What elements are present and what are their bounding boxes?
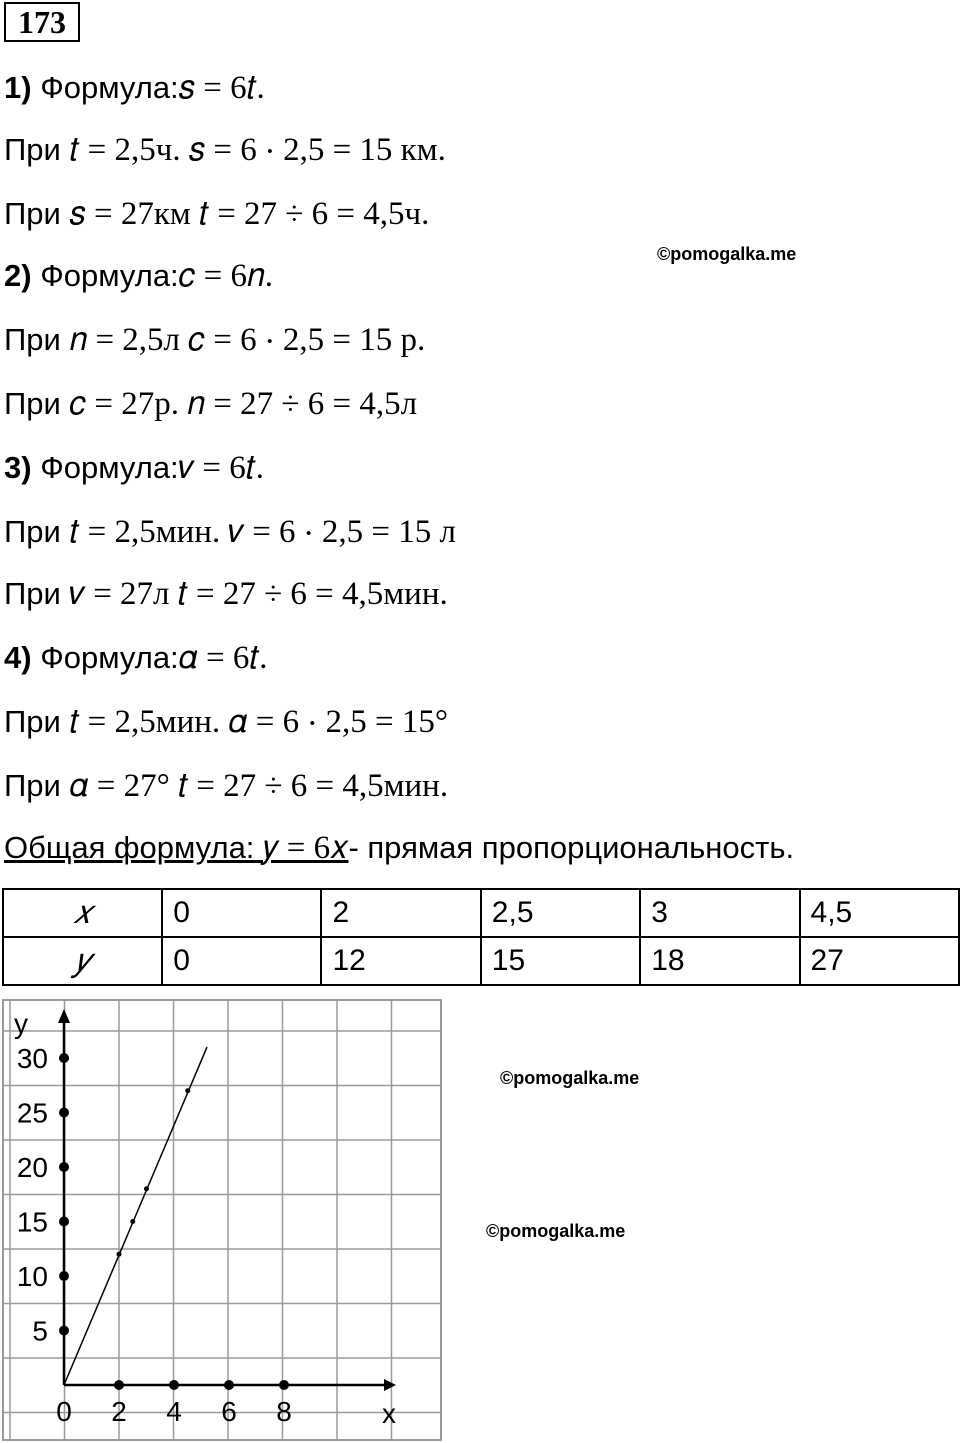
x-axis-arrow xyxy=(384,1379,396,1391)
part-2-line-1 xyxy=(4,322,425,359)
x-tick-label: 4 xyxy=(166,1396,182,1427)
expression: 𝑡 = 2,5мин. 𝑣 = 6 ⋅ 2,5 = 15 л xyxy=(69,514,456,550)
part-3-line-1 xyxy=(4,514,456,551)
watermark: ©pomogalka.me xyxy=(486,1221,626,1241)
formula-word: Формула: xyxy=(40,450,179,485)
table-header-x: 𝑥 xyxy=(3,889,162,937)
expression: 𝑠 = 27км 𝑡 = 27 ÷ 6 = 4,5ч. xyxy=(69,196,430,232)
pri-word: При xyxy=(4,704,61,739)
table-cell: 2,5 xyxy=(481,889,640,937)
table-cell: 4,5 xyxy=(800,889,959,937)
x-tick-label: 6 xyxy=(221,1396,237,1427)
pri-word: При xyxy=(4,196,61,231)
part-2-formula xyxy=(4,258,273,295)
y-tick-dot xyxy=(59,1217,69,1227)
part-3-line-2 xyxy=(4,576,448,613)
part-3-formula xyxy=(4,450,264,487)
y-tick-label: 30 xyxy=(16,1043,48,1074)
formula: 𝑐 = 6𝑛. xyxy=(178,258,273,294)
table-cell: 18 xyxy=(640,937,799,985)
expression: 𝑡 = 2,5ч. 𝑠 = 6 ⋅ 2,5 = 15 км. xyxy=(69,132,446,168)
formula-word: Формула: xyxy=(40,640,179,675)
table-header-y: 𝑦 xyxy=(3,937,162,985)
y-tick-label: 5 xyxy=(32,1315,48,1347)
general-formula xyxy=(4,830,794,867)
watermark: ©pomogalka.me xyxy=(657,244,797,264)
x-tick-dot xyxy=(169,1380,179,1390)
task-number: 173 xyxy=(4,2,80,42)
y-tick-label: 25 xyxy=(16,1097,48,1129)
data-point xyxy=(185,1088,190,1093)
formula: 𝑠 = 6𝑡. xyxy=(178,70,265,106)
table-cell: 27 xyxy=(800,937,959,985)
x-tick-label: 2 xyxy=(111,1396,127,1427)
graph-line xyxy=(64,1047,207,1385)
y-axis-label: y xyxy=(14,1008,28,1039)
table-cell: 3 xyxy=(640,889,799,937)
x-tick-label: 0 xyxy=(56,1396,72,1427)
pri-word: При xyxy=(4,386,61,421)
formula: 𝛼 = 6𝑡. xyxy=(178,640,268,676)
formula-word: Формула: xyxy=(40,258,179,293)
expression: 𝑐 = 27р. 𝑛 = 27 ÷ 6 = 4,5л xyxy=(69,386,418,422)
y-tick-dot xyxy=(59,1053,69,1063)
part-2-line-2 xyxy=(4,386,417,423)
table-row-y xyxy=(3,937,959,985)
data-point xyxy=(130,1219,135,1224)
part-1-formula xyxy=(4,70,265,107)
formula: 𝑣 = 6𝑡. xyxy=(178,450,264,486)
part-label: 4) xyxy=(4,640,32,675)
expression: 𝑣 = 27л 𝑡 = 27 ÷ 6 = 4,5мин. xyxy=(69,576,448,612)
y-tick-dot xyxy=(59,1108,69,1118)
expression: 𝛼 = 27° 𝑡 = 27 ÷ 6 = 4,5мин. xyxy=(69,768,449,804)
y-axis-arrow xyxy=(58,1009,70,1023)
x-tick-label: 8 xyxy=(276,1396,292,1427)
formula-word: Формула: xyxy=(40,70,179,105)
data-point xyxy=(117,1252,122,1257)
pri-word: При xyxy=(4,768,61,803)
pri-word: При xyxy=(4,132,61,167)
y-tick-label: 10 xyxy=(16,1261,48,1292)
y-tick-dot xyxy=(59,1326,69,1336)
watermark: ©pomogalka.me xyxy=(500,1068,640,1088)
table-cell: 0 xyxy=(162,937,321,985)
y-tick-dot xyxy=(59,1162,69,1172)
part-1-line-2 xyxy=(4,196,429,233)
part-4-line-1 xyxy=(4,704,448,741)
table-cell: 12 xyxy=(321,937,480,985)
table-cell: 2 xyxy=(321,889,480,937)
expression: 𝑡 = 2,5мин. 𝛼 = 6 ⋅ 2,5 = 15° xyxy=(69,704,449,740)
part-label: 2) xyxy=(4,258,32,293)
expression: 𝑛 = 2,5л 𝑐 = 6 ⋅ 2,5 = 15 р. xyxy=(69,322,426,358)
x-tick-dot xyxy=(279,1380,289,1390)
data-point xyxy=(144,1186,149,1191)
pri-word: При xyxy=(4,576,61,611)
pri-word: При xyxy=(4,514,61,549)
table-cell: 0 xyxy=(162,889,321,937)
values-table xyxy=(2,888,960,986)
table-cell: 15 xyxy=(481,937,640,985)
x-axis-label: x xyxy=(382,1398,396,1429)
x-tick-dot xyxy=(114,1380,124,1390)
x-tick-dot xyxy=(224,1380,234,1390)
part-label: 3) xyxy=(4,450,32,485)
table-row-x xyxy=(3,889,959,937)
part-4-formula xyxy=(4,640,268,677)
pri-word: При xyxy=(4,322,61,357)
y-tick-label: 20 xyxy=(16,1152,48,1183)
general-label: Общая формула: 𝑦 = 6𝑥 xyxy=(4,830,349,866)
part-4-line-2 xyxy=(4,768,448,805)
general-suffix: - прямая пропорциональность. xyxy=(348,830,795,865)
y-tick-label: 15 xyxy=(16,1206,48,1238)
y-tick-dot xyxy=(59,1271,69,1281)
part-label: 1) xyxy=(4,70,32,105)
proportionality-graph xyxy=(0,995,450,1443)
part-1-line-1 xyxy=(4,132,446,169)
